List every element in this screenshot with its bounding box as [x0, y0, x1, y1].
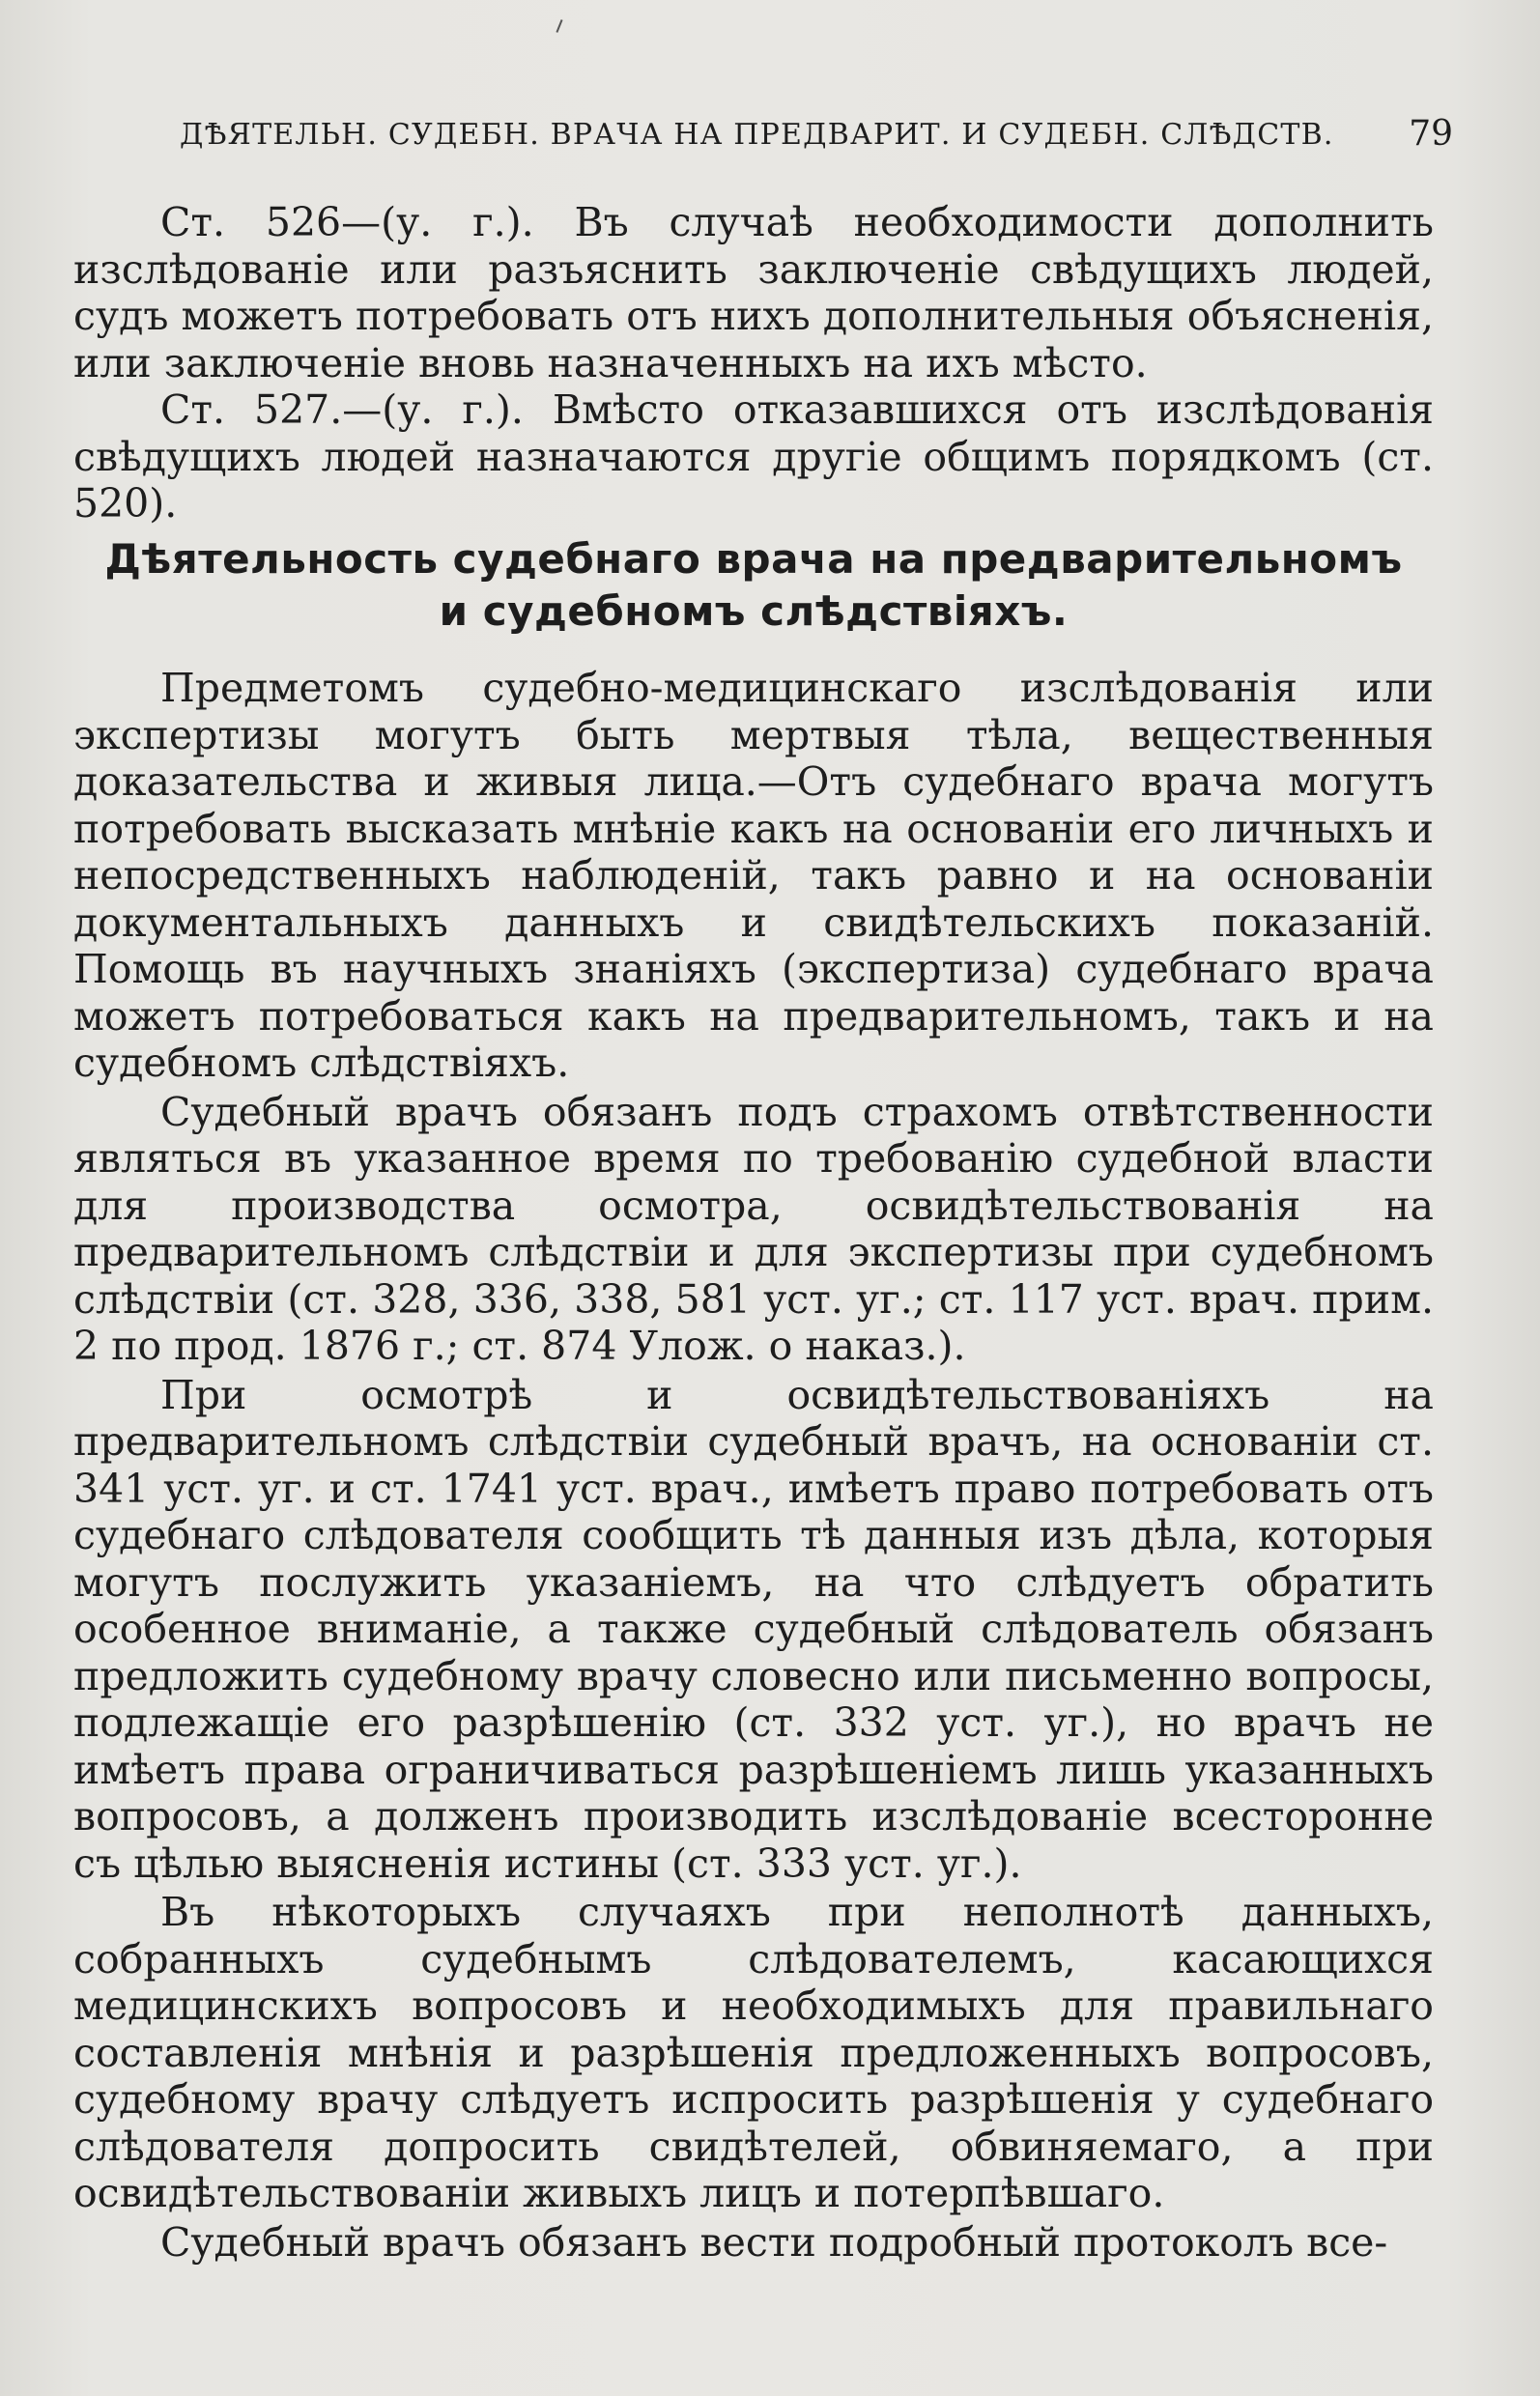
paragraph-incomplete-data: Въ нѣкоторыхъ случаяхъ при неполнотѣ данныхъ, собранныхъ судебнымъ слѣдователемъ, касающихся медицинскихъ вопросовъ и необходимыхъ для правильнаго составленія мнѣнія и разрѣшенія предложенныхъ вопросовъ, судебному врачу слѣдуетъ испросить разрѣшенія у судебнаго слѣдователя допросить свидѣтелей, обвиняемаго, а при освидѣтельствованіи живыхъ лицъ и потерпѣвшаго.: [73, 1889, 1434, 2216]
page-number: 79: [1409, 114, 1453, 154]
paragraph-duty-to-appear: Судебный врачъ обязанъ подъ страхомъ отвѣтственности являться въ указанное время по требованію судебной власти для производства осмотра, освидѣтельствованія на предварительномъ слѣдствіи и для экспертизы при судебномъ слѣдствіи (ст. 328, 336, 338, 581 уст. уг.; ст. 117 уст. врач. прим. 2 по прод. 1876 г.; ст. 874 Улож. о наказ.).: [73, 1088, 1434, 1369]
print-speck: [556, 19, 562, 33]
paragraph-protocol: Судебный врачъ обязанъ вести подробный протоколъ все-: [160, 2218, 1388, 2266]
paragraph-inspection-rights: При осмотрѣ и освидѣтельствованіяхъ на предварительномъ слѣдствіи судебный врачъ, на основаніи ст. 341 уст. уг. и ст. 1741 уст. врач., имѣетъ право потребовать отъ судебнаго слѣдователя сообщить тѣ данныя изъ дѣла, которыя могутъ послужить указаніемъ, на что слѣдуетъ обратить особенное вниманіе, а также судебный слѣдователь обязанъ предложить судебному врачу словесно или письменно вопросы, подлежащіе его разрѣшенію (ст. 332 уст. уг.), но врачъ не имѣетъ права ограничиваться разрѣшеніемъ лишь указанныхъ вопросовъ, а долженъ производить изслѣдованіе всесторонне съ цѣлью выясненія истины (ст. 333 уст. уг.).: [73, 1371, 1434, 1887]
article-527: Ст. 527.—(у. г.). Вмѣсто отказавшихся отъ изслѣдованія свѣдущихъ людей назначаются другіе общимъ порядкомъ (ст. 520).: [73, 386, 1434, 527]
running-header: [180, 114, 1453, 157]
section-heading-line-2: и судебномъ слѣдствіяхъ.: [439, 587, 1069, 635]
article-526: Ст. 526—(у. г.). Въ случаѣ необходимости дополнить изслѣдованіе или разъяснить заключеніе свѣдущихъ людей, судъ можетъ потребовать отъ нихъ дополнительныя объясненія, или заключеніе вновь назначенныхъ на ихъ мѣсто.: [73, 199, 1434, 386]
body-text: [73, 665, 1434, 2266]
paragraph-subject-of-expertise: Предметомъ судебно-медицинскаго изслѣдованія или экспертизы могутъ быть мертвыя тѣла, вещественныя доказательства и живыя лица.—Отъ судебнаго врача могутъ потребовать высказать мнѣніе какъ на основаніи его личныхъ и непосредственныхъ наблюденій, такъ равно и на основаніи документальныхъ данныхъ и свидѣтельскихъ показаній. Помощь въ научныхъ знаніяхъ (экспертиза) судебнаго врача можетъ потребоваться какъ на предварительномъ, такъ и на судебномъ слѣдствіяхъ.: [73, 665, 1434, 1086]
running-title: ДѢЯТЕЛЬН. СУДЕБН. ВРАЧА НА ПРЕДВАРИТ. И СУДЕБН. СЛѢДСТВ.: [180, 118, 1334, 152]
section-heading-line-1: Дѣятельность судебнаго врача на предварительномъ: [104, 535, 1403, 583]
articles-block: [73, 199, 1434, 528]
section-heading: [73, 533, 1434, 638]
